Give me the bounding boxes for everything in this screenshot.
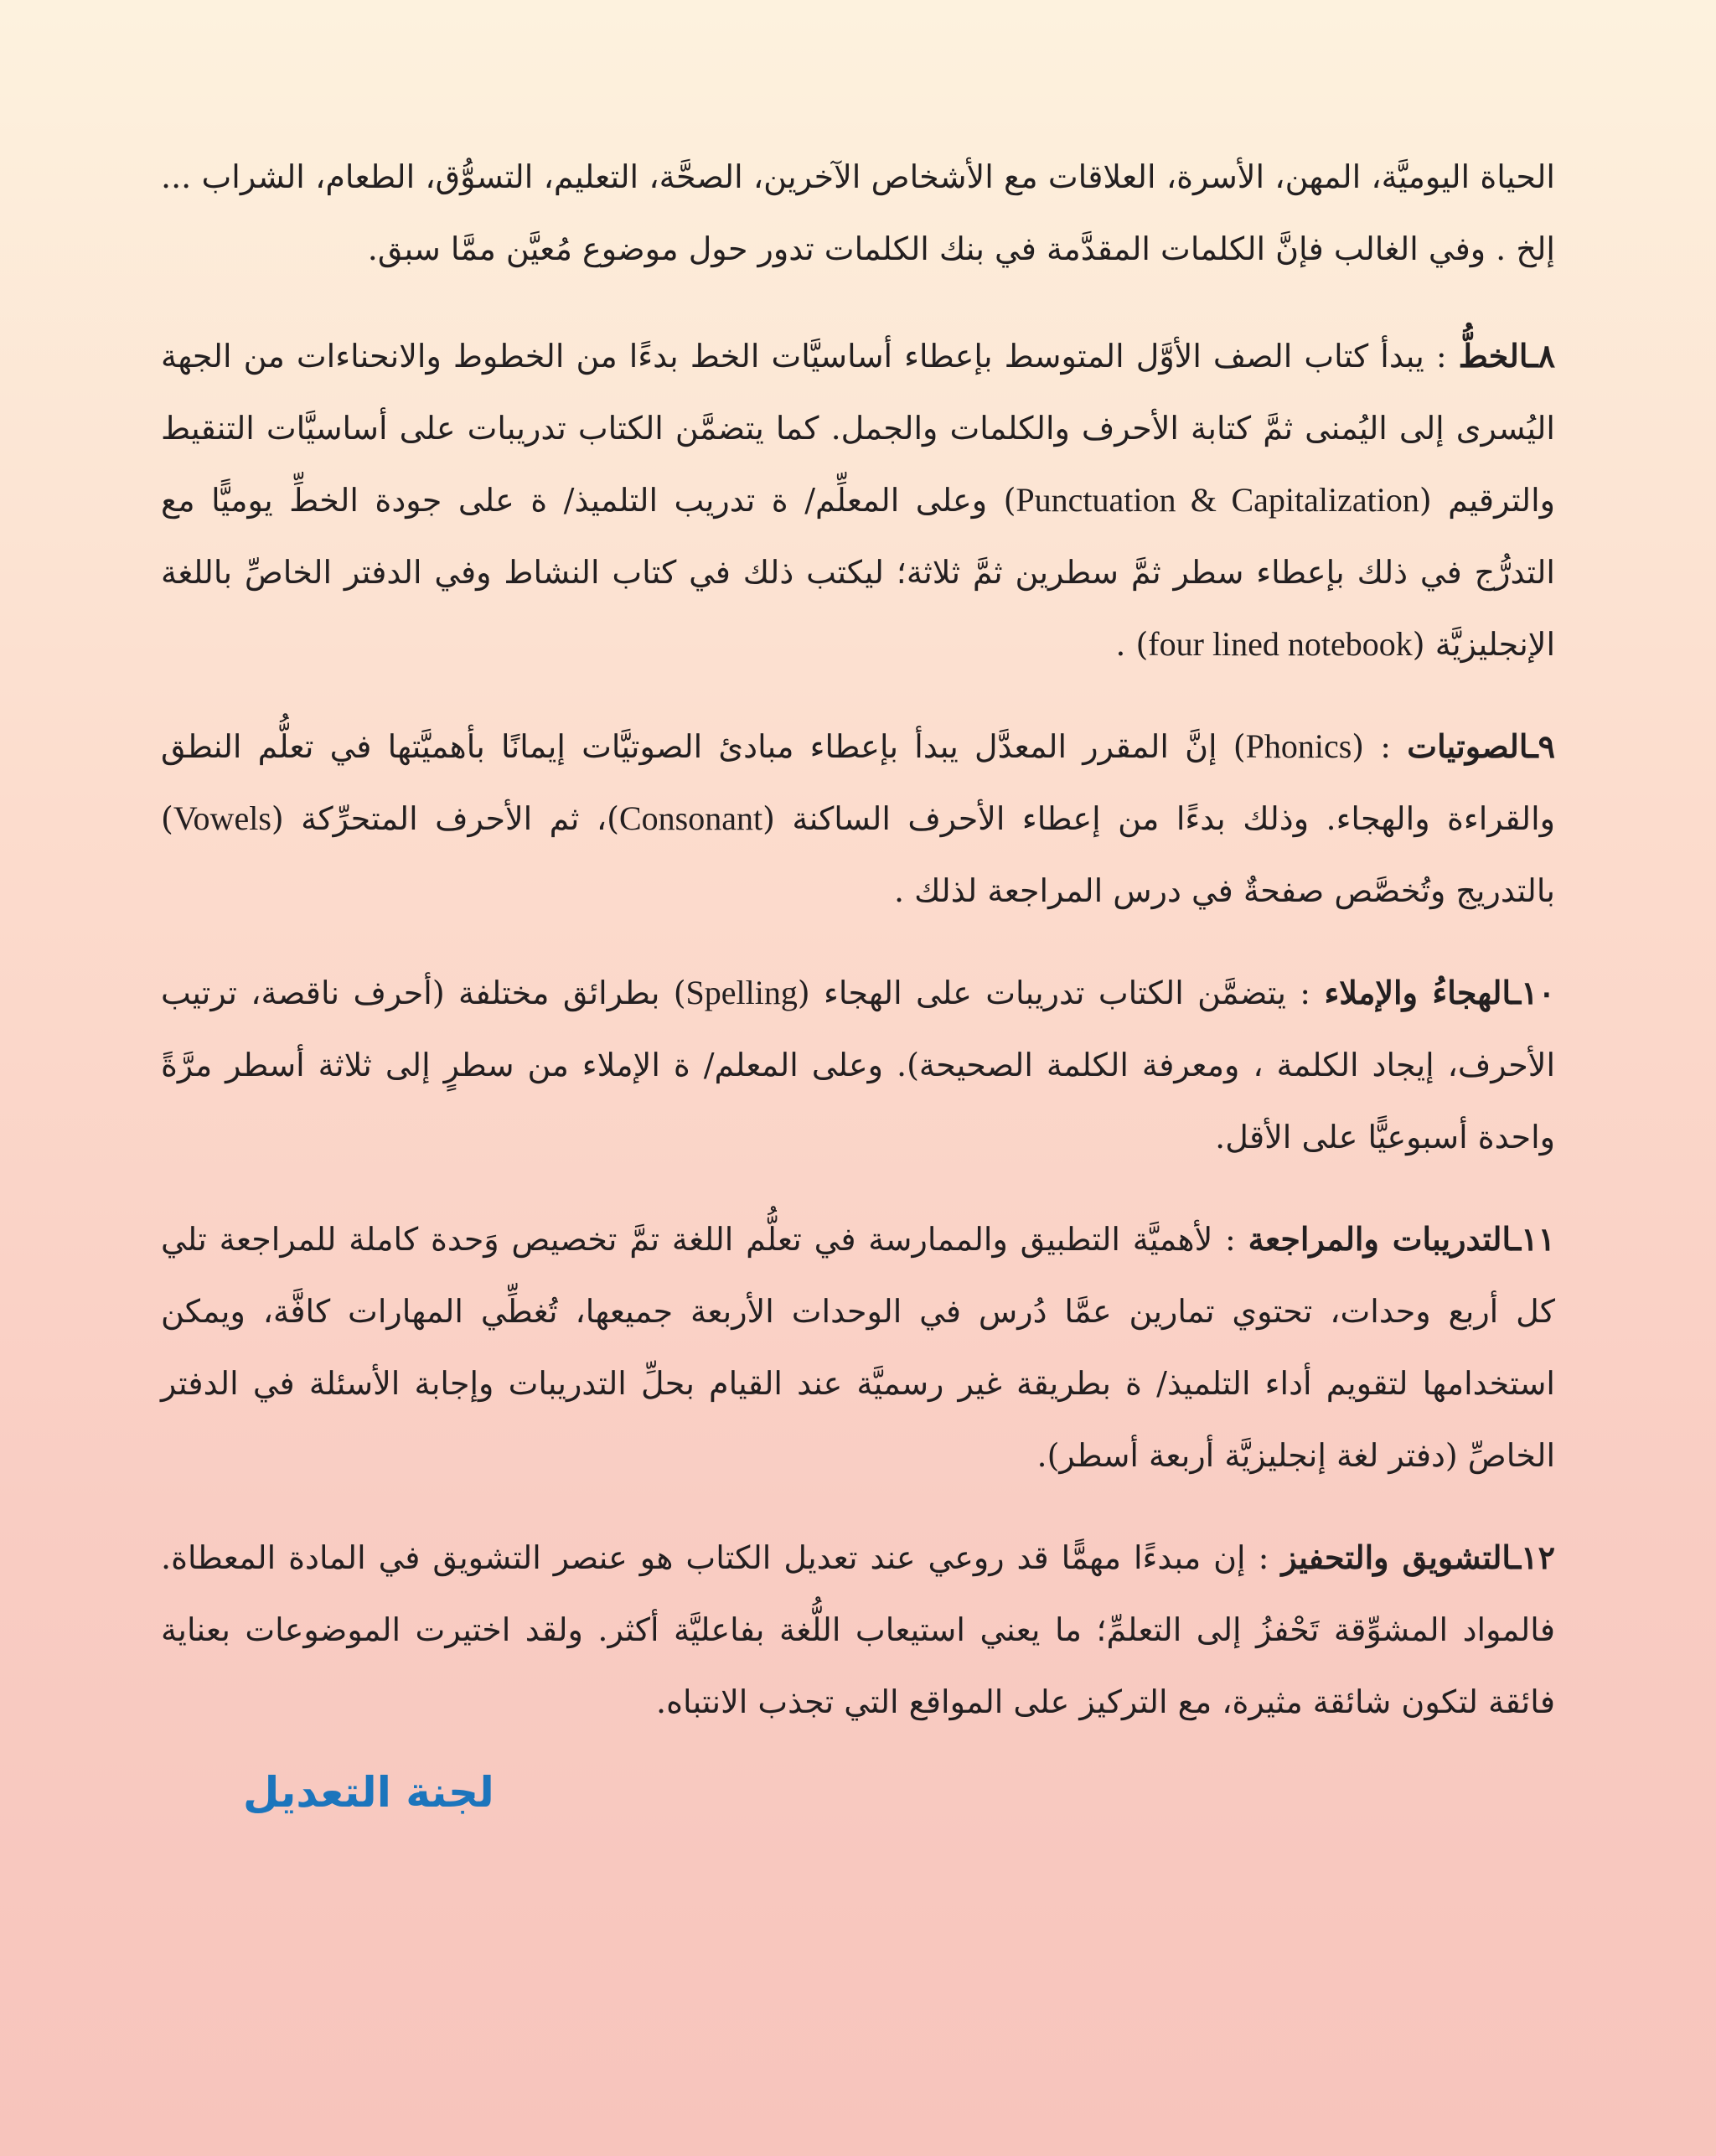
section-number: ٩ـ (1528, 727, 1555, 765)
section-heading: الخطُّ (1458, 337, 1529, 375)
section-text: : ( (1352, 728, 1408, 765)
intro-paragraph (161, 141, 1555, 285)
english-term: Punctuation & Capitalization (1016, 481, 1419, 519)
section-heading: الهجاءُ والإملاء (1324, 974, 1512, 1011)
section-text: : يتضمَّن الكتاب تدريبات على الهجاء ( (797, 975, 1325, 1011)
section-text: ) بالتدريج وتُخصَّص صفحةٌ في درس المراجعة لذلك . (161, 800, 1555, 909)
section-number: ٨ـ (1528, 337, 1555, 375)
section-heading: التدريبات والمراجعة (1248, 1220, 1512, 1258)
english-term: Consonant (618, 799, 763, 837)
section-text: : لأهميَّة التطبيق والممارسة في تعلُّم اللغة تمَّ تخصيص وَحدة كاملة للمراجعة تلي كل أربع وحدات، تحتوي تمارين عمَّا دُرس في الوحدات الأربعة جميعها، تُغطِّي المهارات كافَّة، ويمكن استخدامها لتقويم أداء التلميذ/ ة بطريقة غير رسميَّة عند القيام بحلِّ التدريبات وإجابة الأسئلة في الدفتر الخاصِّ (دفتر لغة إنجليزيَّة أربعة أسطر). (161, 1221, 1555, 1474)
section-heading: الصوتيات (1407, 727, 1529, 765)
section-number: ١٠ـ (1512, 974, 1556, 1011)
section-phonics (161, 711, 1555, 927)
section-review (161, 1203, 1555, 1492)
intro-text: الحياة اليوميَّة، المهن، الأسرة، العلاقات مع الأشخاص الآخرين، الصحَّة، التعليم، التسوُّق، الطعام، الشراب ... إلخ . وفي الغالب فإنَّ الكلمات المقدَّمة في بنك الكلمات تدور حول موضوع مُعيَّن ممَّا سبق. (161, 158, 1555, 267)
english-term: Spelling (685, 974, 798, 1011)
section-heading: التشويق والتحفيز (1281, 1538, 1512, 1576)
committee-signature: لجنة التعديل (243, 1768, 494, 1817)
section-number: ١٢ـ (1512, 1538, 1555, 1576)
section-text: ) بطرائق مختلفة (أحرف ناقصة، ترتيب الأحرف، إيجاد الكلمة ، ومعرفة الكلمة الصحيحة). وعلى المعلم/ ة الإملاء من سطرٍ إلى ثلاثة أسطر مرَّةً واحدة أسبوعيًّا على الأقل. (161, 975, 1555, 1156)
english-term: Phonics (1245, 727, 1352, 765)
section-motivation (161, 1522, 1555, 1738)
section-spelling (161, 957, 1555, 1173)
section-text: : يبدأ كتاب الصف الأوَّل المتوسط بإعطاء أساسيَّات الخط بدءًا من الخطوط والانحناءات من الجهة اليُسرى إلى اليُمنى ثمَّ كتابة الأحرف والكلمات والجمل. كما يتضمَّن الكتاب تدريبات على أساسيَّات التنقيط والترقيم ( (161, 338, 1555, 519)
document-body (161, 141, 1555, 1738)
section-text: ) إنَّ المقرر المعدَّل يبدأ بإعطاء مبادئ الصوتيَّات إيمانًا بأهميَّتها في تعلُّم النطق والقراءة والهجاء. وذلك بدءًا من إعطاء الأحرف الساكنة ( (161, 728, 1555, 837)
section-text: ) وعلى المعلِّم/ ة تدريب التلميذ/ ة على جودة الخطِّ يوميًّا مع التدرُّج في ذلك بإعطاء سطر ثمَّ سطرين ثمَّ ثلاثة؛ ليكتب ذلك في كتاب النشاط وفي الدفتر الخاصِّ باللغة الإنجليزيَّة ( (161, 482, 1555, 663)
section-text: )، ثم الأحرف المتحرِّكة ( (271, 800, 619, 837)
english-term: four lined notebook (1148, 625, 1413, 663)
section-handwriting (161, 320, 1555, 680)
section-text: : إن مبدءًا مهمًّا قد روعي عند تعديل الكتاب هو عنصر التشويق في المادة المعطاة. فالمواد المشوِّقة تَحْفزُ إلى التعلمِّ؛ ما يعني استيعاب اللُّغة بفاعليَّة أكثر. ولقد اختيرت الموضوعات بعناية فائقة لتكون شائقة مثيرة، مع التركيز على المواقع التي تجذب الانتباه. (161, 1539, 1555, 1720)
section-text: ) . (1115, 626, 1149, 663)
section-number: ١١ـ (1512, 1220, 1556, 1258)
english-term: Vowels (173, 799, 271, 837)
